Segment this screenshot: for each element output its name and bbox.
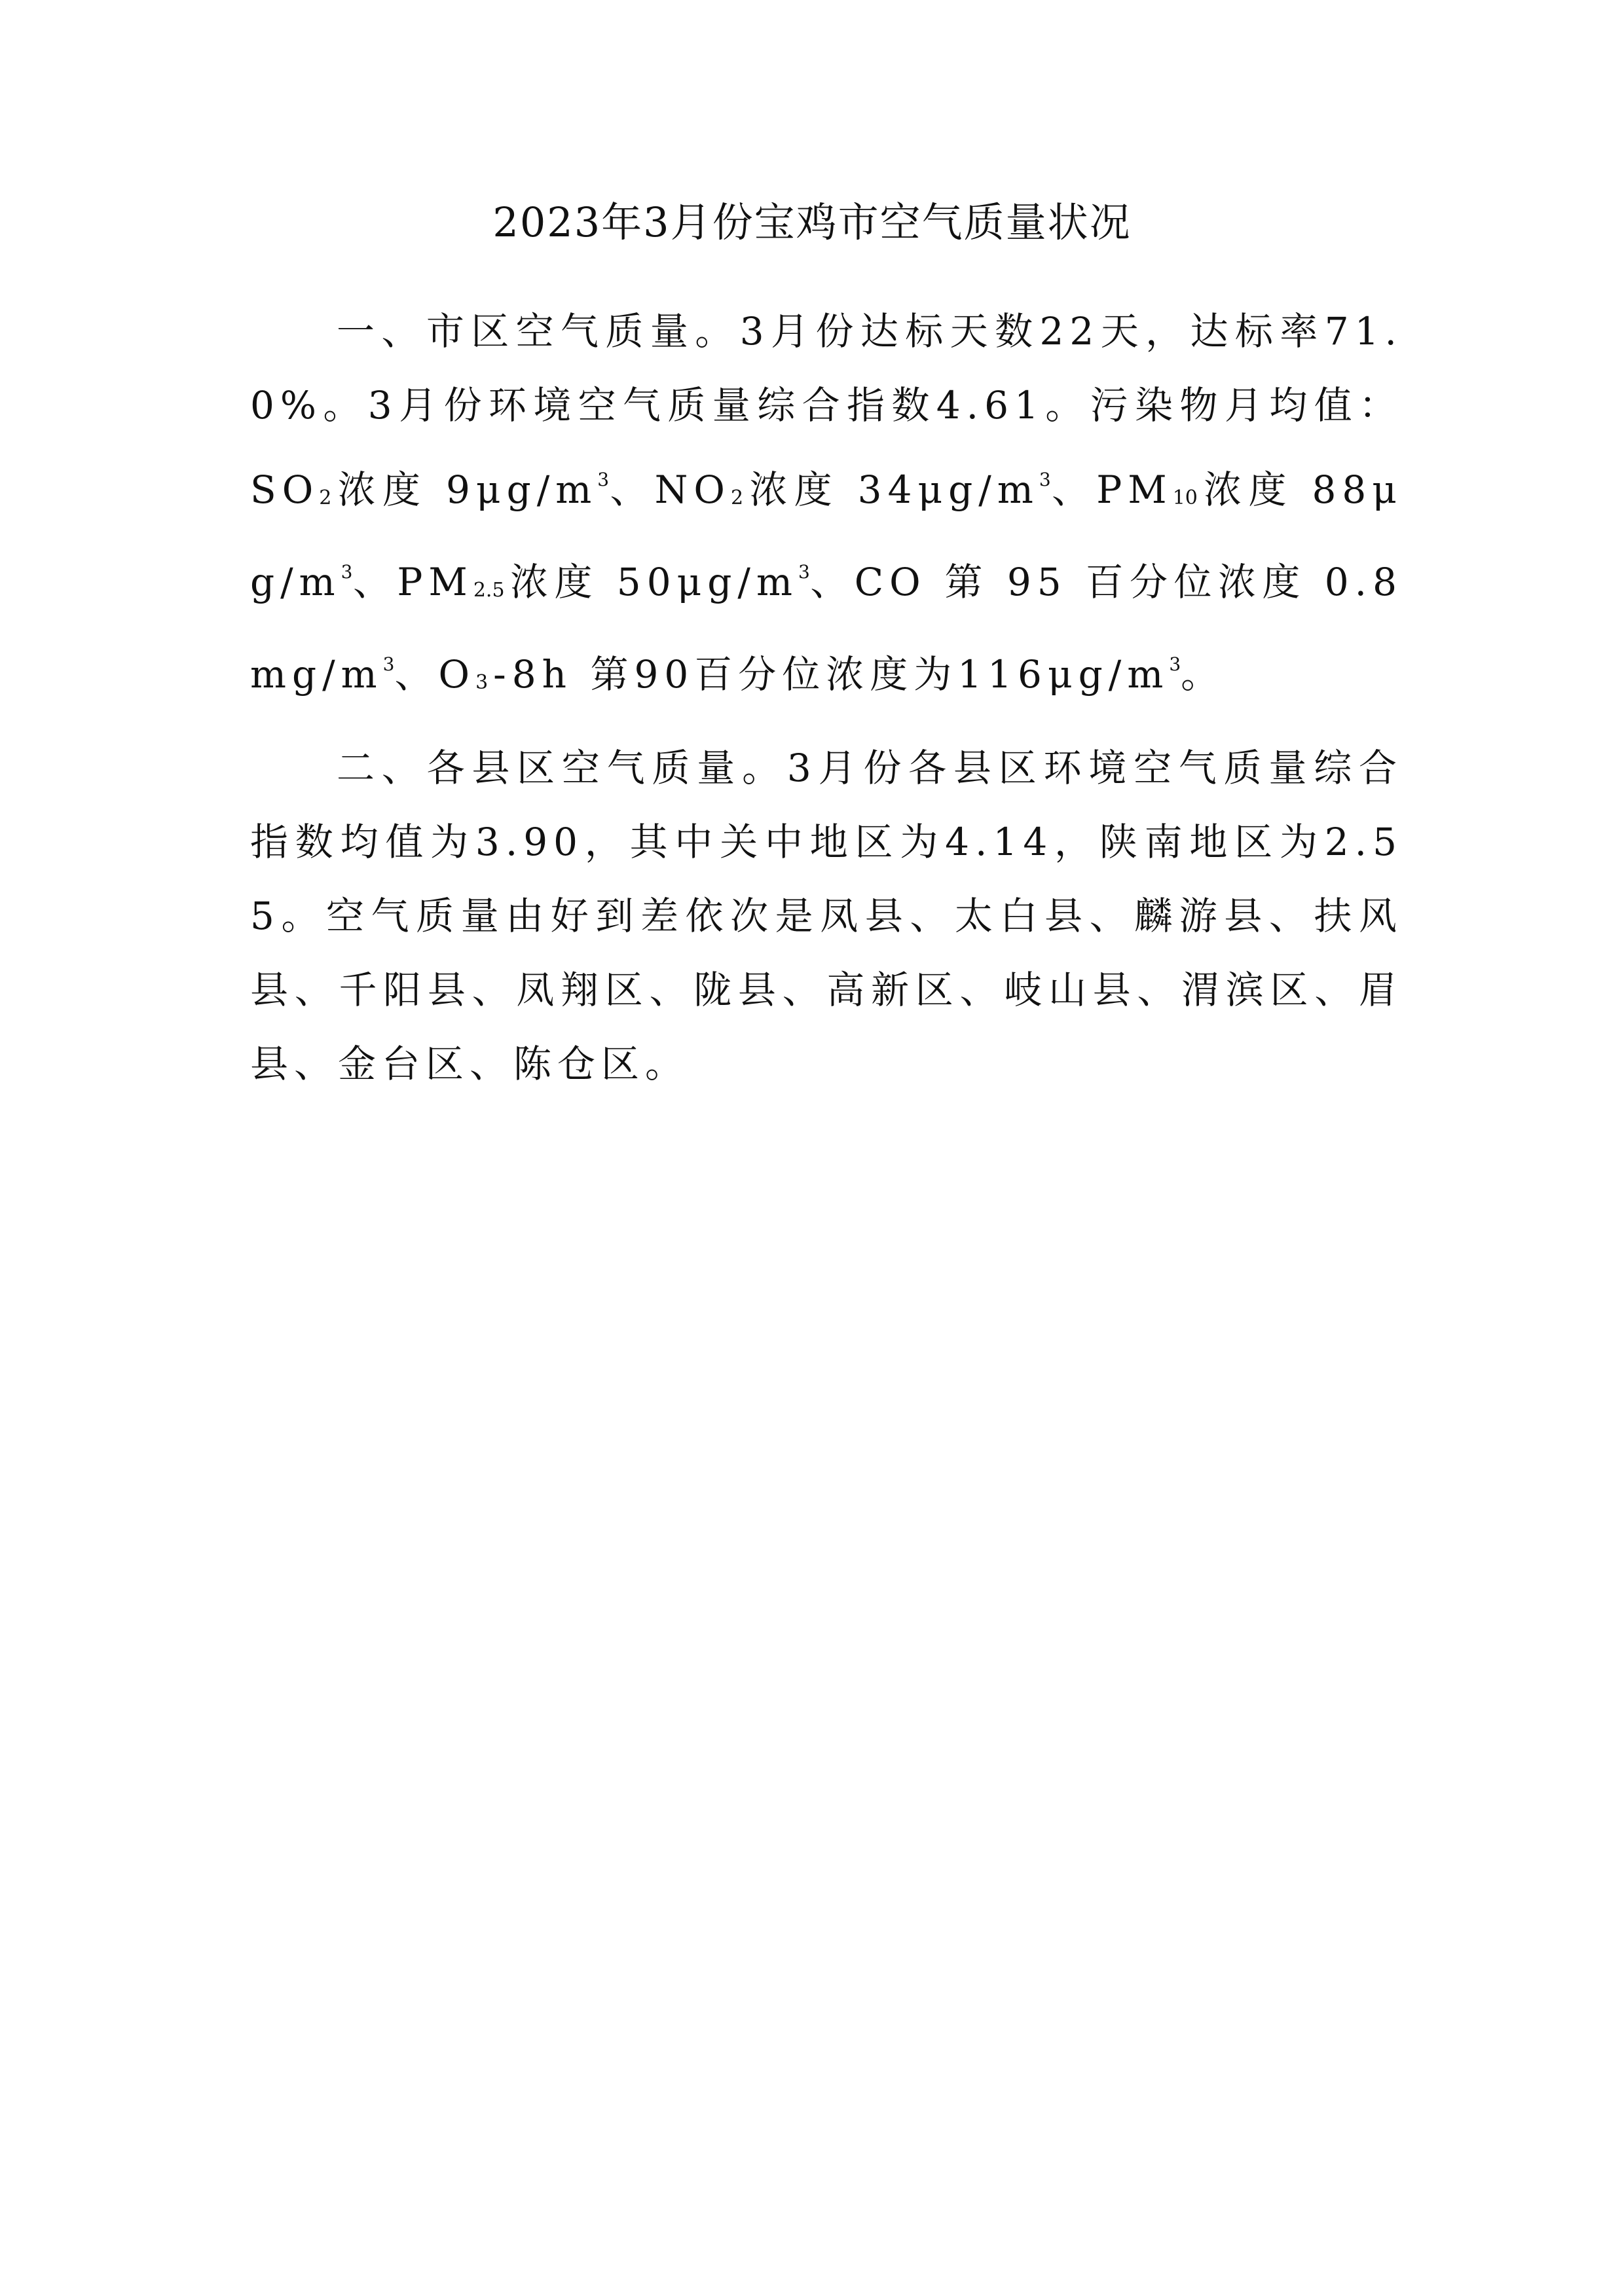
so2-value: 浓度 9μg/m — [337, 467, 598, 512]
o3-unit-superscript: 3 — [1169, 653, 1181, 675]
o3-label: 、O — [394, 652, 476, 697]
so2-unit-superscript: 3 — [597, 469, 610, 490]
no2-subscript: 2 — [730, 486, 744, 509]
no2-value: 浓度 34μg/m — [748, 467, 1039, 512]
paragraph-city-air-quality — [250, 295, 1403, 720]
pm25-label: 、PM — [352, 560, 473, 604]
o3-subscript: 3 — [475, 671, 489, 694]
pm10-unit-superscript: 3 — [341, 561, 353, 583]
pm25-subscript: 2.5 — [473, 579, 505, 602]
so2-subscript: 2 — [319, 486, 332, 509]
co-value: 、CO 第 95 百分位浓度 0.8mg/m — [250, 560, 1403, 697]
paragraph-county-air-quality: 二、各县区空气质量。3月份各县区环境空气质量综合指数均值为3.90，其中关中地区为4.14，陕南地区为2.55。空气质量由好到差依次是凤县、太白县、麟游县、扶风县、千阳县、凤翔区、陇县、高新区、岐山县、渭滨区、眉县、金台区、陈仓区。 — [250, 746, 1403, 1086]
co-unit-superscript: 3 — [382, 653, 395, 675]
o3-value: -8h 第90百分位浓度为116μg/m — [493, 652, 1170, 697]
document-title: 2023年3月份宝鸡市空气质量状况 — [492, 198, 1132, 246]
pm25-value: 浓度 50μg/m — [509, 560, 798, 604]
no2-label: 、NO — [609, 467, 731, 512]
pm10-value: 浓度 88μg/m — [250, 467, 1403, 604]
pm10-subscript: 10 — [1172, 486, 1198, 509]
no2-unit-superscript: 3 — [1039, 469, 1051, 490]
pm25-unit-superscript: 3 — [798, 561, 810, 583]
city-summary-text: 一、市区空气质量。3月份达标天数22天，达标率71.0%。3月份环境空气质量综合指数4.61。污染物月均值： — [250, 309, 1403, 428]
pm10-label: 、PM — [1050, 467, 1173, 512]
para1-end-mark: 。 — [1181, 652, 1225, 697]
so2-label: SO — [250, 467, 320, 512]
